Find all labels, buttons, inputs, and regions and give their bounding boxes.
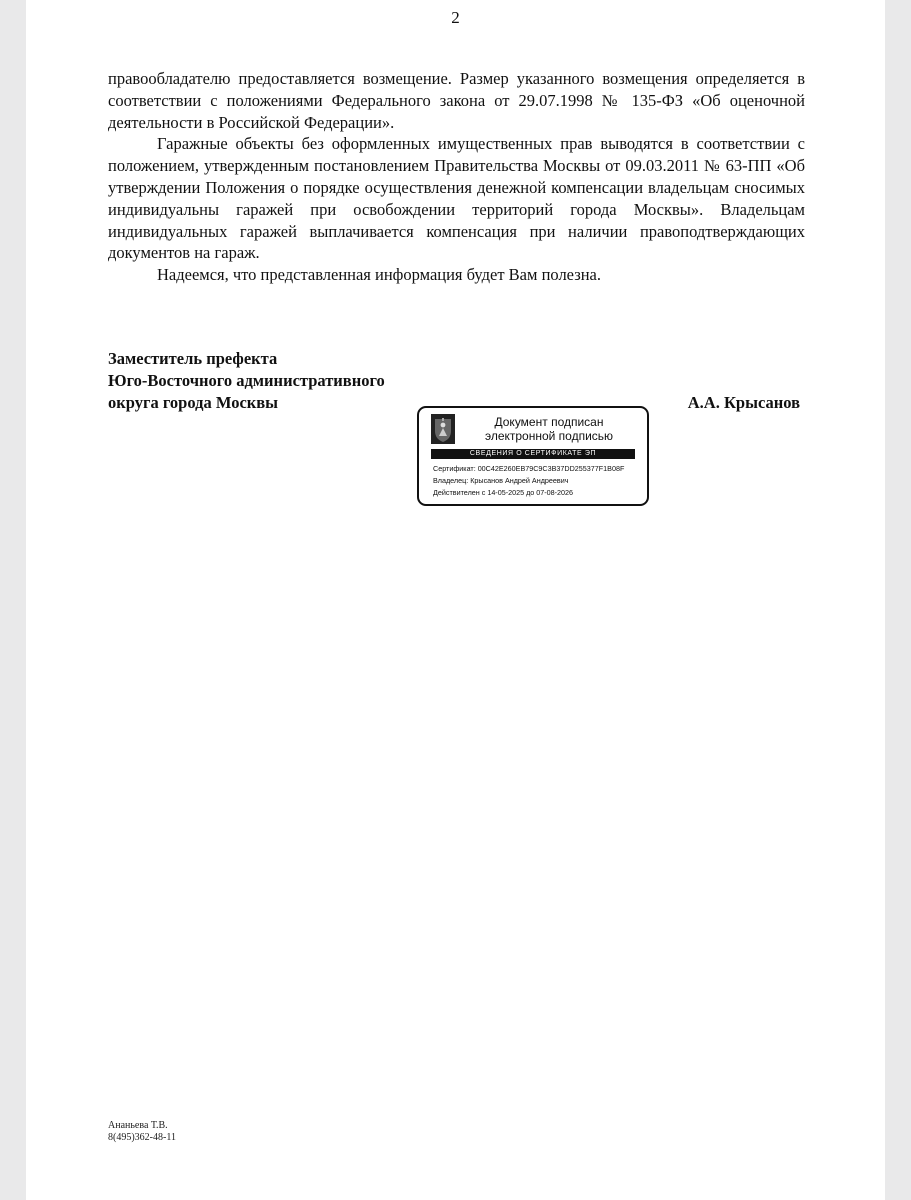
stamp-title: Документ подписан электронной подписью bbox=[484, 415, 614, 443]
certificate-owner: Владелец: Крысанов Андрей Андреевич bbox=[433, 476, 569, 485]
signatory-name: А.А. Крысанов bbox=[687, 393, 800, 412]
letter-body bbox=[108, 68, 805, 286]
position-line: округа города Москвы bbox=[108, 392, 279, 412]
paragraph-compensation: правообладателю предоставляется возмещение. Размер указанного возмещения определяется в соответствии с положениями Федерального закона от 29.07.1998 № 135-ФЗ «Об оценочной деятельности в Российской Федерации». bbox=[108, 69, 805, 132]
moscow-coat-of-arms-icon bbox=[431, 414, 455, 444]
paragraph-closing: Надеемся, что представленная информация будет Вам полезна. bbox=[157, 265, 601, 285]
executor-footer bbox=[108, 1120, 176, 1144]
page-number: 2 bbox=[451, 8, 460, 27]
document-page bbox=[26, 0, 885, 1200]
executor-name: Ананьева Т.В. bbox=[108, 1120, 168, 1131]
executor-phone: 8(495)362-48-11 bbox=[108, 1132, 176, 1143]
position-line: Заместитель префекта bbox=[108, 349, 278, 368]
certificate-info-bar: СВЕДЕНИЯ О СЕРТИФИКАТЕ ЭП bbox=[431, 449, 635, 459]
certificate-validity: Действителен с 14-05-2025 до 07-08-2026 bbox=[433, 488, 574, 497]
electronic-signature-stamp bbox=[417, 406, 649, 506]
position-line: Юго-Восточного административного bbox=[108, 370, 385, 390]
signatory-position bbox=[108, 348, 385, 413]
paragraph-garages: Гаражные объекты без оформленных имущественных прав выводятся в соответствии с положением, утвержденным постановлением Правительства Москвы от 09.03.2011 № 63-ПП «Об утверждении Положения о порядке осуществления денежной компенсации владельцам сносимых индивидуальны гаражей при освобождении территорий города Москвы». Владельцам индивидуальных гаражей выплачивается компенсация при наличии правоподтверждающих документов на гараж. bbox=[108, 134, 805, 263]
certificate-number: Сертификат: 00C42E260EB79C9C3B37DD255377F1B08F bbox=[433, 464, 625, 473]
